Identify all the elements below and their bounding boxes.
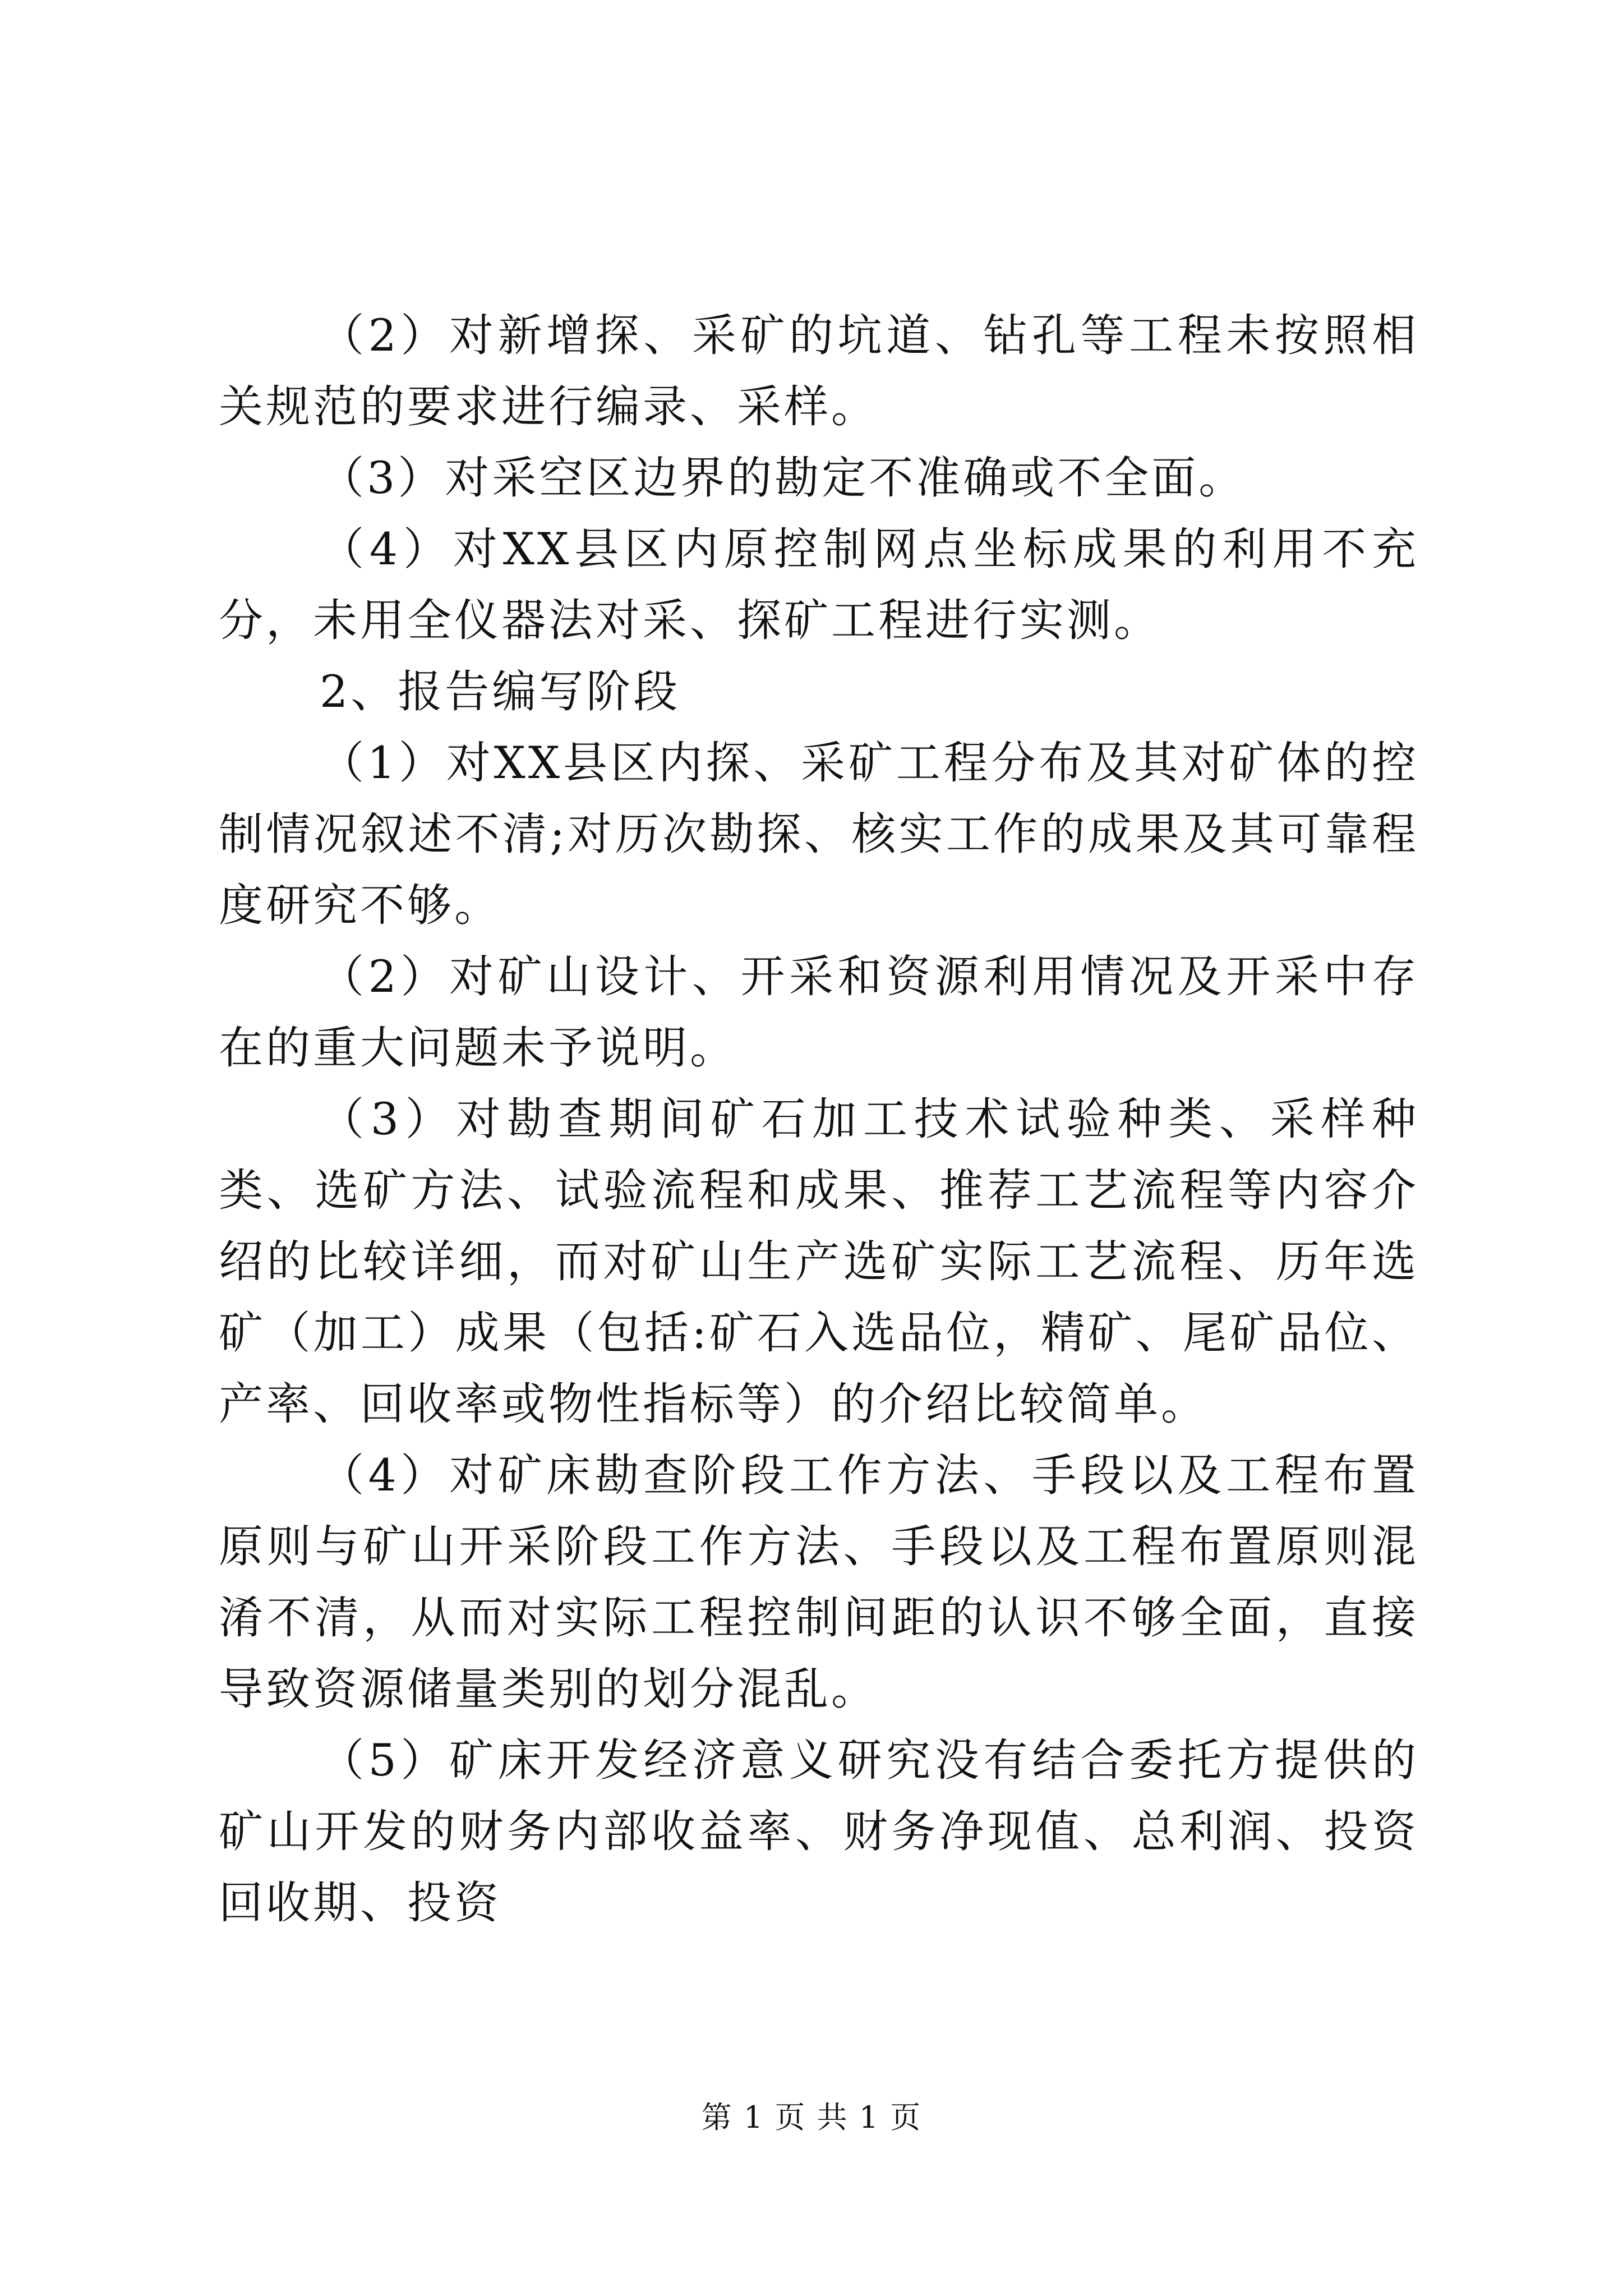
paragraph-item-4-survey: （4）对XX县区内原控制网点坐标成果的利用不充分，未用全仪器法对采、探矿工程进行实测。 — [219, 523, 1419, 646]
paragraph-item-4-methods: （4）对矿床勘查阶段工作方法、手段以及工程布置原则与矿山开采阶段工作方法、手段以及工程布置原则混淆不清，从而对实际工程控制间距的认识不够全面，直接导致资源储量类别的划分混乱。 — [219, 1450, 1419, 1715]
page-footer: 第 1 页 共 1 页 — [701, 2100, 922, 2135]
document-body — [219, 300, 1419, 1939]
section-heading-report-writing: 2、报告编写阶段 — [320, 666, 681, 717]
paragraph-item-2-coding: （2）对新增探、采矿的坑道、钻孔等工程未按照相关规范的要求进行编录、采样。 — [219, 310, 1419, 432]
paragraph-item-5-economics: （5）矿床开发经济意义研究没有结合委托方提供的矿山开发的财务内部收益率、财务净现值、总利润、投资回收期、投资 — [219, 1734, 1419, 1929]
paragraph-item-2-design: （2）对矿山设计、开采和资源利用情况及开采中存在的重大问题未予说明。 — [219, 951, 1419, 1074]
paragraph-item-1-distribution: （1）对XX县区内探、采矿工程分布及其对矿体的控制情况叙述不清;对历次勘探、核实工作的成果及其可靠程度研究不够。 — [219, 737, 1419, 931]
paragraph-item-3-boundary: （3）对采空区边界的勘定不准确或不全面。 — [320, 452, 1246, 504]
paragraph-item-3-processing: （3）对勘查期间矿石加工技术试验种类、采样种类、选矿方法、试验流程和成果、推荐工艺流程等内容介绍的比较详细，而对矿山生产选矿实际工艺流程、历年选矿（加工）成果（包括:矿石入选品位，精矿、尾矿品位、产率、回收率或物性指标等）的介绍比较简单。 — [219, 1093, 1419, 1430]
